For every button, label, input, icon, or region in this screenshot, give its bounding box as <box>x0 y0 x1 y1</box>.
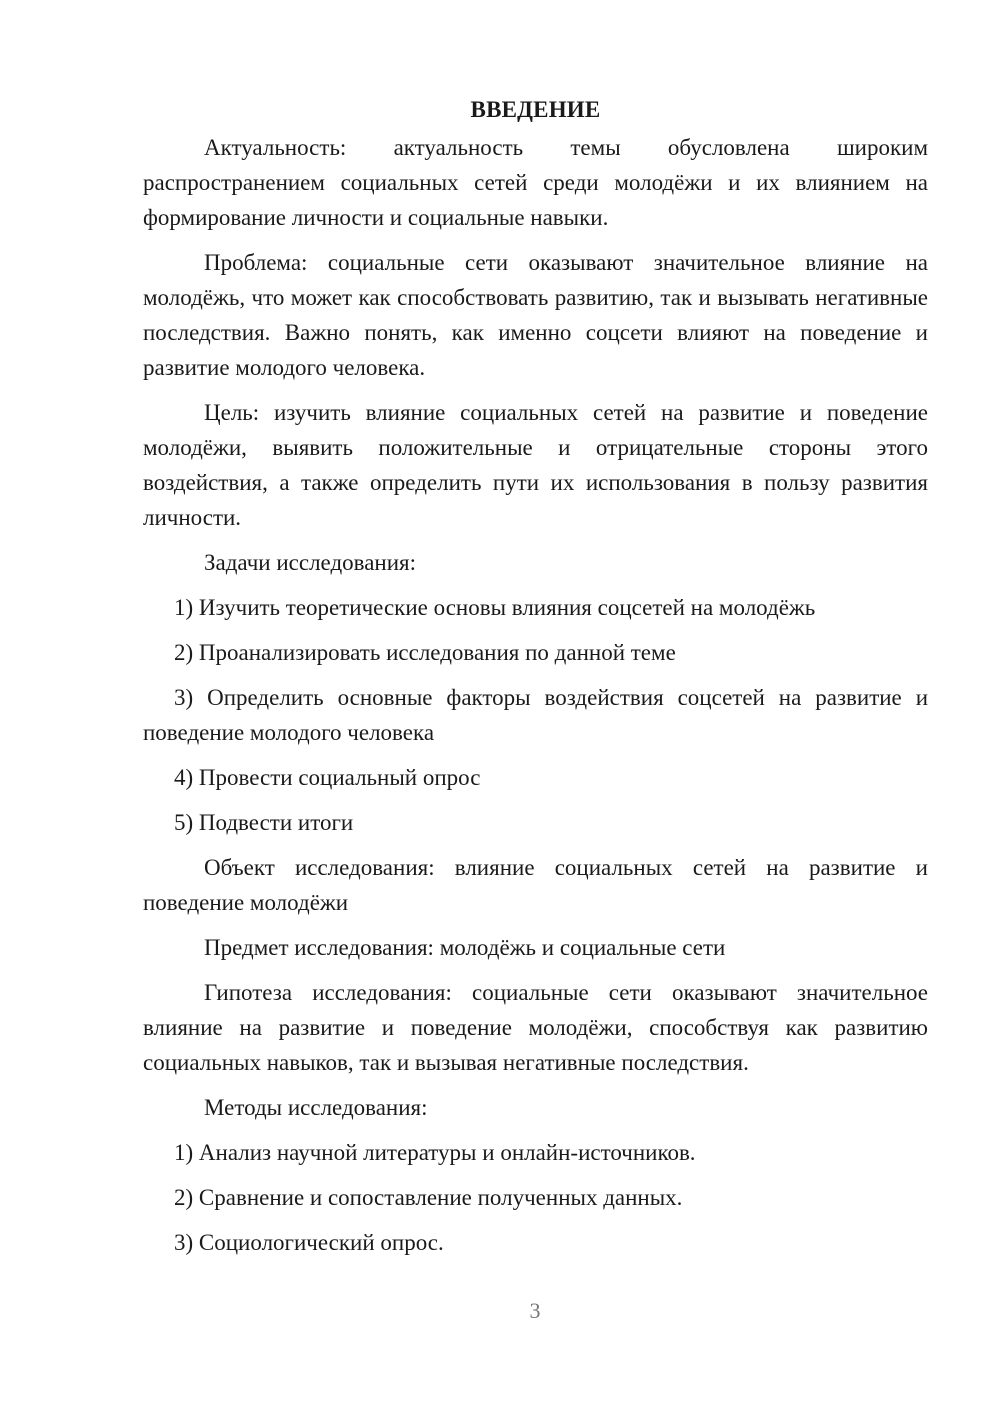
subject-paragraph: Предмет исследования: молодёжь и социальные сети <box>204 935 726 960</box>
task-item: 4) Провести социальный опрос <box>174 765 481 790</box>
problem-paragraph: Проблема: социальные сети оказывают значительное влияние на молодёжь, что может как способствовать развитию, так и вызывать негативные последствия. Важно понять, как именно соцсети влияют на поведение и развитие молодого человека. <box>143 250 928 380</box>
task-item: 3) Определить основные факторы воздействия соцсетей на развитие и поведение молодого человека <box>143 685 928 745</box>
task-item: 5) Подвести итоги <box>174 810 354 835</box>
object-paragraph: Объект исследования: влияние социальных сетей на развитие и поведение молодёжи <box>143 855 928 915</box>
hypothesis-paragraph: Гипотеза исследования: социальные сети оказывают значительное влияние на развитие и поведение молодёжи, способствуя как развитию социальных навыков, так и вызывая негативные последствия. <box>143 980 928 1075</box>
task-item: 1) Изучить теоретические основы влияния соцсетей на молодёжь <box>174 595 816 620</box>
task-item: 2) Проанализировать исследования по данной теме <box>174 640 676 665</box>
page-number: 3 <box>529 1298 541 1323</box>
section-title: ВВЕДЕНИЕ <box>470 97 601 122</box>
method-item: 1) Анализ научной литературы и онлайн-источников. <box>174 1140 696 1165</box>
tasks-heading: Задачи исследования: <box>204 550 417 575</box>
methods-heading: Методы исследования: <box>204 1095 428 1120</box>
method-item: 3) Социологический опрос. <box>174 1230 444 1255</box>
relevance-paragraph: Актуальность: актуальность темы обусловлена широким распространением социальных сетей среди молодёжи и их влиянием на формирование личности и социальные навыки. <box>143 135 928 230</box>
page-content <box>143 92 928 1270</box>
goal-paragraph: Цель: изучить влияние социальных сетей на развитие и поведение молодёжи, выявить положительные и отрицательные стороны этого воздействия, а также определить пути их использования в пользу развития личности. <box>143 400 928 530</box>
method-item: 2) Сравнение и сопоставление полученных данных. <box>174 1185 683 1210</box>
